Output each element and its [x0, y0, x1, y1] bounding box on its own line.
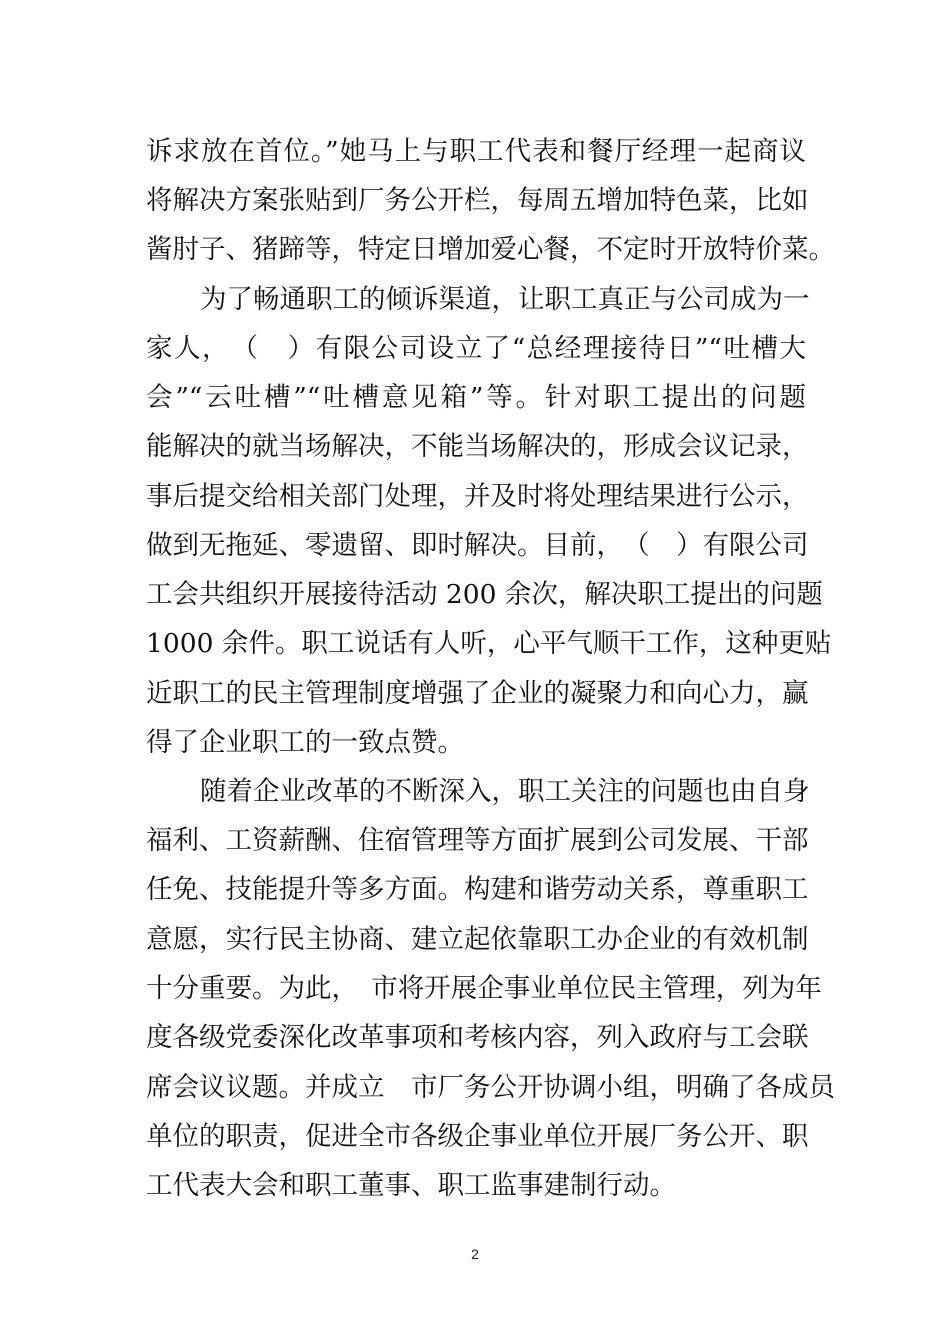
text-line: 近职工的民主管理制度增强了企业的凝聚力和向心力，赢 — [146, 678, 809, 709]
text-line: 事后提交给相关部门处理，并及时将处理结果进行公示， — [146, 481, 809, 512]
page-number: 2 — [471, 1246, 479, 1262]
text-line: 十分重要。为此， 市将开展企事业单位民主管理，列为年 — [146, 973, 822, 1004]
text-line: 为了畅通职工的倾诉渠道，让职工真正与公司成为一 — [200, 284, 810, 315]
text-line: 单位的职责，促进全市各级企事业单位开展厂务公开、职 — [146, 1121, 809, 1152]
text-line: 工代表大会和职工董事、职工监事建制行动。 — [146, 1170, 676, 1201]
text-line: 做到无拖延、零遗留、即时解决。目前， （ ）有限公司 — [146, 530, 809, 561]
text-line: 能解决的就当场解决，不能当场解决的，形成会议记录， — [146, 431, 809, 462]
text-line: 任免、技能提升等多方面。构建和谐劳动关系，尊重职工 — [146, 874, 809, 905]
text-line: 度各级党委深化改革事项和考核内容，列入政府与工会联 — [146, 1022, 809, 1053]
text-line: 家人， （ ）有限公司设立了“总经理接待日”“吐槽大 — [146, 333, 806, 364]
text-line: 诉求放在首位。”她马上与职工代表和餐厅经理一起商议 — [146, 136, 806, 167]
text-line: 酱肘子、猪蹄等，特定日增加爱心餐，不定时开放特价菜。 — [146, 234, 835, 265]
text-line: 1000 余件。职工说话有人听，心平气顺干工作，这种更贴 — [146, 628, 832, 659]
text-line: 得了企业职工的一致点赞。 — [146, 727, 464, 758]
text-line: 意愿，实行民主协商、建立起依靠职工办企业的有效机制 — [146, 924, 809, 955]
text-line: 随着企业改革的不断深入，职工关注的问题也由自身 — [200, 776, 810, 807]
text-line: 席会议议题。并成立 市厂务公开协调小组，明确了各成员 — [146, 1072, 835, 1103]
text-line: 将解决方案张贴到厂务公开栏，每周五增加特色菜，比如 — [146, 185, 809, 216]
text-line: 福利、工资薪酬、住宿管理等方面扩展到公司发展、干部 — [146, 825, 809, 856]
text-line: 工会共组织开展接待活动 200 余次，解决职工提出的问题 — [146, 579, 823, 610]
text-line: 会”“云吐槽”“吐槽意见箱”等。针对职工提出的问题 — [146, 382, 806, 413]
